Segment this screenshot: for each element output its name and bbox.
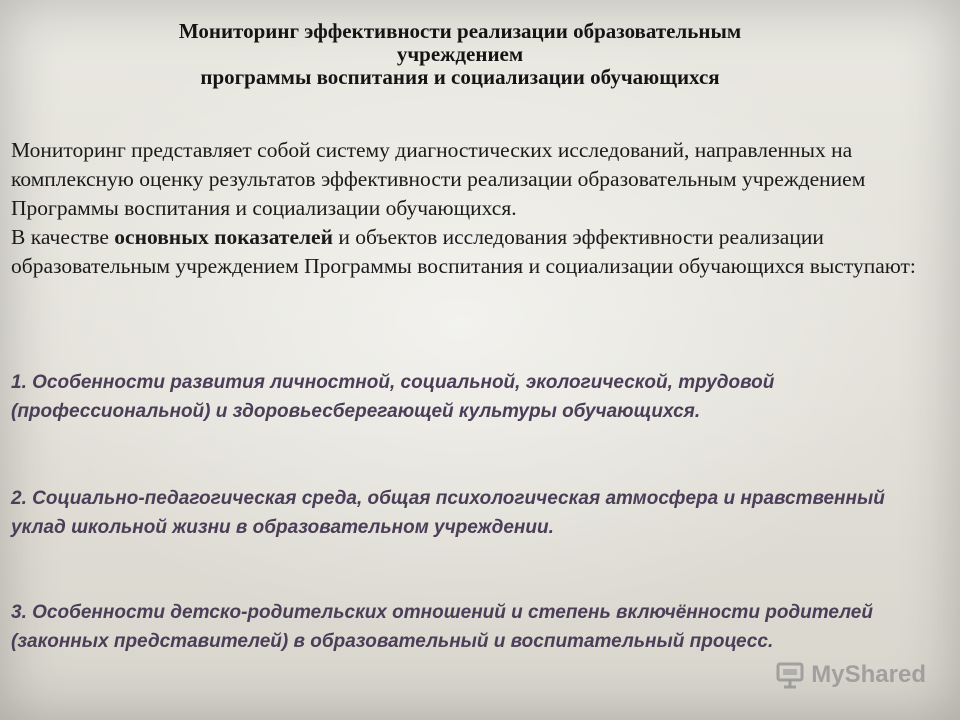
title-line-1: Мониторинг эффективности реализации образовательным: [178, 19, 742, 43]
paragraph-indicators-rest: и объектов исследования эффективности реализации образовательным учреждением Программы воспитания и социализации обучающихся выступают:: [11, 225, 916, 278]
presentation-board-icon: [775, 660, 805, 690]
paragraph-indicators-emphasis: основных показателей: [114, 225, 333, 249]
list-item: 1. Особенности развития личностной, социальной, экологической, трудовой (профессиональной) и здоровьесберегающей культуры обучающихся.: [11, 372, 775, 422]
paragraph-indicators: [11, 223, 923, 281]
list-item: 3. Особенности детско-родительских отношений и степень включённости родителей (законных представителей) в образовательный и воспитательный процесс.: [11, 602, 873, 652]
intro-text: [11, 136, 923, 281]
slide-title: [40, 20, 880, 89]
watermark-logo: [775, 660, 926, 690]
list-item: 2. Социально-педагогическая среда, общая психологическая атмосфера и нравственный уклад школьной жизни в образовательном учреждении.: [11, 488, 885, 538]
paragraph-indicators-lead: В качестве: [11, 225, 115, 249]
watermark-text: MyShared: [811, 661, 926, 688]
title-line-3: программы воспитания и социализации обучающихся: [200, 65, 720, 89]
paragraph-monitoring-definition: Мониторинг представляет собой систему диагностических исследований, направленных на комплексную оценку результатов эффективности реализации образовательным учреждением Программы воспитания и социализации обучающихся.: [11, 138, 866, 220]
title-line-2: учреждением: [396, 42, 524, 66]
